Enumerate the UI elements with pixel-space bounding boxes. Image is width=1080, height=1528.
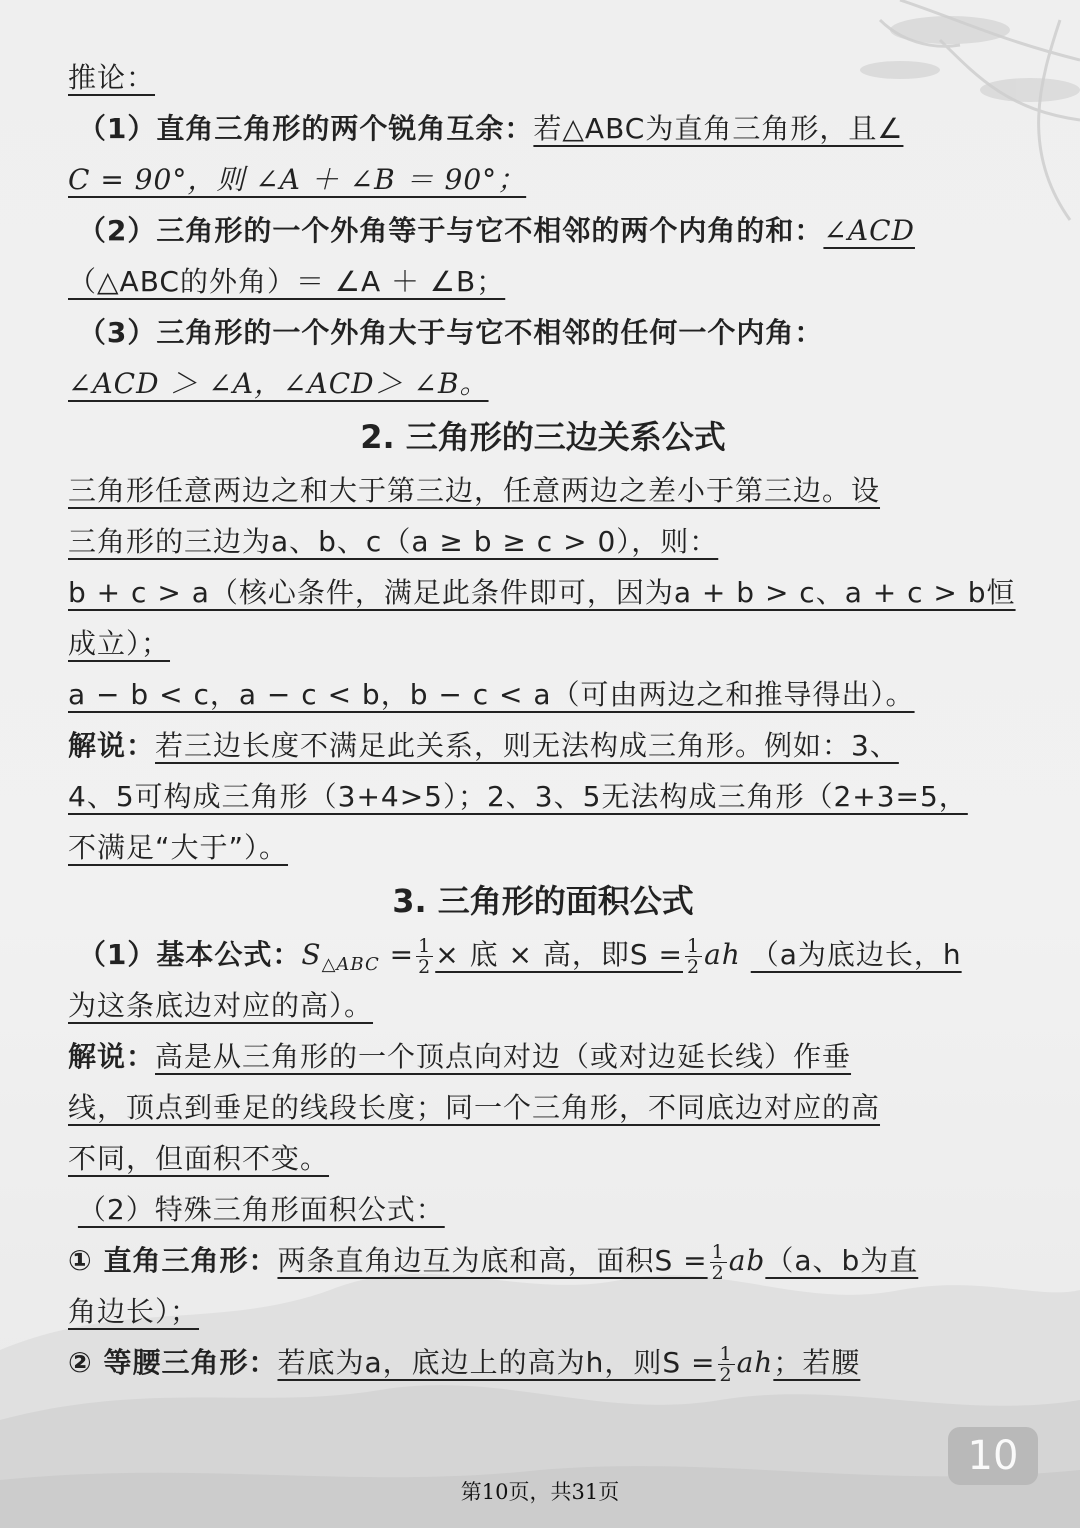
- s2-text-3: b + c > a（核心条件，满足此条件即可，因为a + b > c、a + c > b恒: [68, 576, 1016, 609]
- item2-text-b: （△ABC的外角）＝ ∠A ＋ ∠B；: [68, 265, 506, 298]
- s2-line-5: [68, 669, 1018, 720]
- s2-line-3: [68, 567, 1018, 618]
- corollary-item-2: [68, 205, 1018, 256]
- item2-text-a: ∠ACD: [823, 214, 915, 247]
- right-note: （a、b为直: [765, 1244, 919, 1277]
- item1-text-a: 若△ABC为直角三角形，且∠: [533, 112, 904, 145]
- s3-isosceles: [68, 1337, 1018, 1388]
- item3-lead: （3）三角形的一个外角大于与它不相邻的任何一个内角：: [77, 316, 824, 349]
- half-fraction: [416, 936, 433, 977]
- basic-note: （a为底边长，h: [750, 938, 962, 971]
- half-fraction-2: [685, 936, 702, 977]
- fraction-numerator: 1: [418, 934, 432, 957]
- s3-explain-text-2: 线，顶点到垂足的线段长度；同一个三角形，不同底边对应的高: [68, 1091, 881, 1124]
- item3-text-a: ∠ACD ＞ ∠A，∠ACD＞ ∠B。: [68, 367, 489, 400]
- s2-line-8: [68, 822, 1018, 873]
- s3-explain-text-1: 高是从三角形的一个顶点向对边（或对边延长线）作垂: [155, 1040, 852, 1073]
- s2-explain-label: 解说：: [68, 729, 156, 762]
- page-number-badge: 10: [948, 1427, 1038, 1485]
- right-lead: ① 直角三角形：: [68, 1244, 278, 1277]
- fraction-denominator-2: 2: [687, 955, 701, 978]
- right-line-2: 角边长）；: [68, 1295, 200, 1328]
- s2-line-1: [68, 465, 1018, 516]
- fraction-denominator: 2: [418, 955, 432, 978]
- s2-text-6: 若三边长度不满足此关系，则无法构成三角形。例如：3、: [155, 729, 899, 762]
- special-title: （2）特殊三角形面积公式：: [77, 1193, 445, 1226]
- content: [68, 52, 1018, 1388]
- half-fraction-4: [718, 1344, 735, 1385]
- iso-lead: ② 等腰三角形：: [68, 1346, 278, 1379]
- s2-text-8: 不满足“大于”）。: [68, 831, 289, 864]
- corollary-item-3: [68, 307, 1018, 358]
- s3-basic-line: [68, 929, 1018, 980]
- basic-ah: ah: [704, 938, 741, 971]
- s2-line-7: [68, 771, 1018, 822]
- iso-tail: ；若腰: [773, 1346, 861, 1379]
- s3-special-title: [68, 1184, 1018, 1235]
- s3-basic-line-2: [68, 980, 1018, 1031]
- s3-explain-1: [68, 1031, 1018, 1082]
- right-text: 两条直角边互为底和高，面积S =: [277, 1244, 708, 1277]
- s3-explain-text-3: 不同，但面积不变。: [68, 1142, 330, 1175]
- half-fraction-3: [710, 1242, 727, 1283]
- area-symbol: S: [301, 938, 322, 971]
- fraction-numerator-3: 1: [711, 1240, 725, 1263]
- s2-line-2: [68, 516, 1018, 567]
- s3-right-triangle: [68, 1235, 1018, 1286]
- corollary-item-1-cont: [68, 154, 1018, 205]
- s3-explain-label: 解说：: [68, 1040, 156, 1073]
- s2-line-4: [68, 618, 1018, 669]
- section-3-heading: 3. 三角形的面积公式: [392, 882, 694, 920]
- item2-lead: （2）三角形的一个外角等于与它不相邻的两个内角的和：: [77, 214, 824, 247]
- basic-line-2: 为这条底边对应的高）。: [68, 989, 374, 1022]
- equals-sign: =: [389, 938, 415, 971]
- fraction-numerator-4: 1: [719, 1342, 733, 1365]
- s2-line-6: [68, 720, 1018, 771]
- s3-explain-2: [68, 1082, 1018, 1133]
- section-2-heading: 2. 三角形的三边关系公式: [360, 418, 726, 456]
- item1-text-b: C = 90°，则 ∠A ＋ ∠B ＝ 90°；: [68, 163, 527, 196]
- fraction-numerator-2: 1: [687, 934, 701, 957]
- s2-text-5: a − b < c，a − c < b，b − c < a（可由两边之和推导得出）。: [68, 678, 915, 711]
- area-subscript: △ABC: [321, 954, 380, 975]
- page-footer: 第10页，共31页: [460, 1480, 620, 1504]
- s2-text-7: 4、5可构成三角形（3+4>5）；2、3、5无法构成三角形（2+3=5，: [68, 780, 968, 813]
- right-ab: ab: [728, 1244, 766, 1277]
- corollary-item-2-cont: [68, 256, 1018, 307]
- corollary-title-line: [68, 52, 1018, 103]
- corollary-title: 推论：: [68, 61, 156, 94]
- s2-text-4: 成立）；: [68, 627, 171, 660]
- s2-text-1: 三角形任意两边之和大于第三边，任意两边之差小于第三边。设: [68, 474, 881, 507]
- s3-right-triangle-2: [68, 1286, 1018, 1337]
- s3-explain-3: [68, 1133, 1018, 1184]
- basic-label: （1）基本公式：: [77, 938, 302, 971]
- iso-ah: ah: [736, 1346, 774, 1379]
- fraction-denominator-3: 2: [711, 1261, 725, 1284]
- corollary-item-3-cont: [68, 358, 1018, 409]
- item1-lead: （1）直角三角形的两个锐角互余：: [77, 112, 534, 145]
- fraction-denominator-4: 2: [719, 1363, 733, 1386]
- corollary-item-1: [68, 103, 1018, 154]
- s2-text-2: 三角形的三边为a、b、c（a ≥ b ≥ c > 0），则：: [68, 525, 719, 558]
- iso-text: 若底为a，底边上的高为h，则S =: [277, 1346, 716, 1379]
- basic-mid: × 底 × 高，即S =: [435, 938, 683, 971]
